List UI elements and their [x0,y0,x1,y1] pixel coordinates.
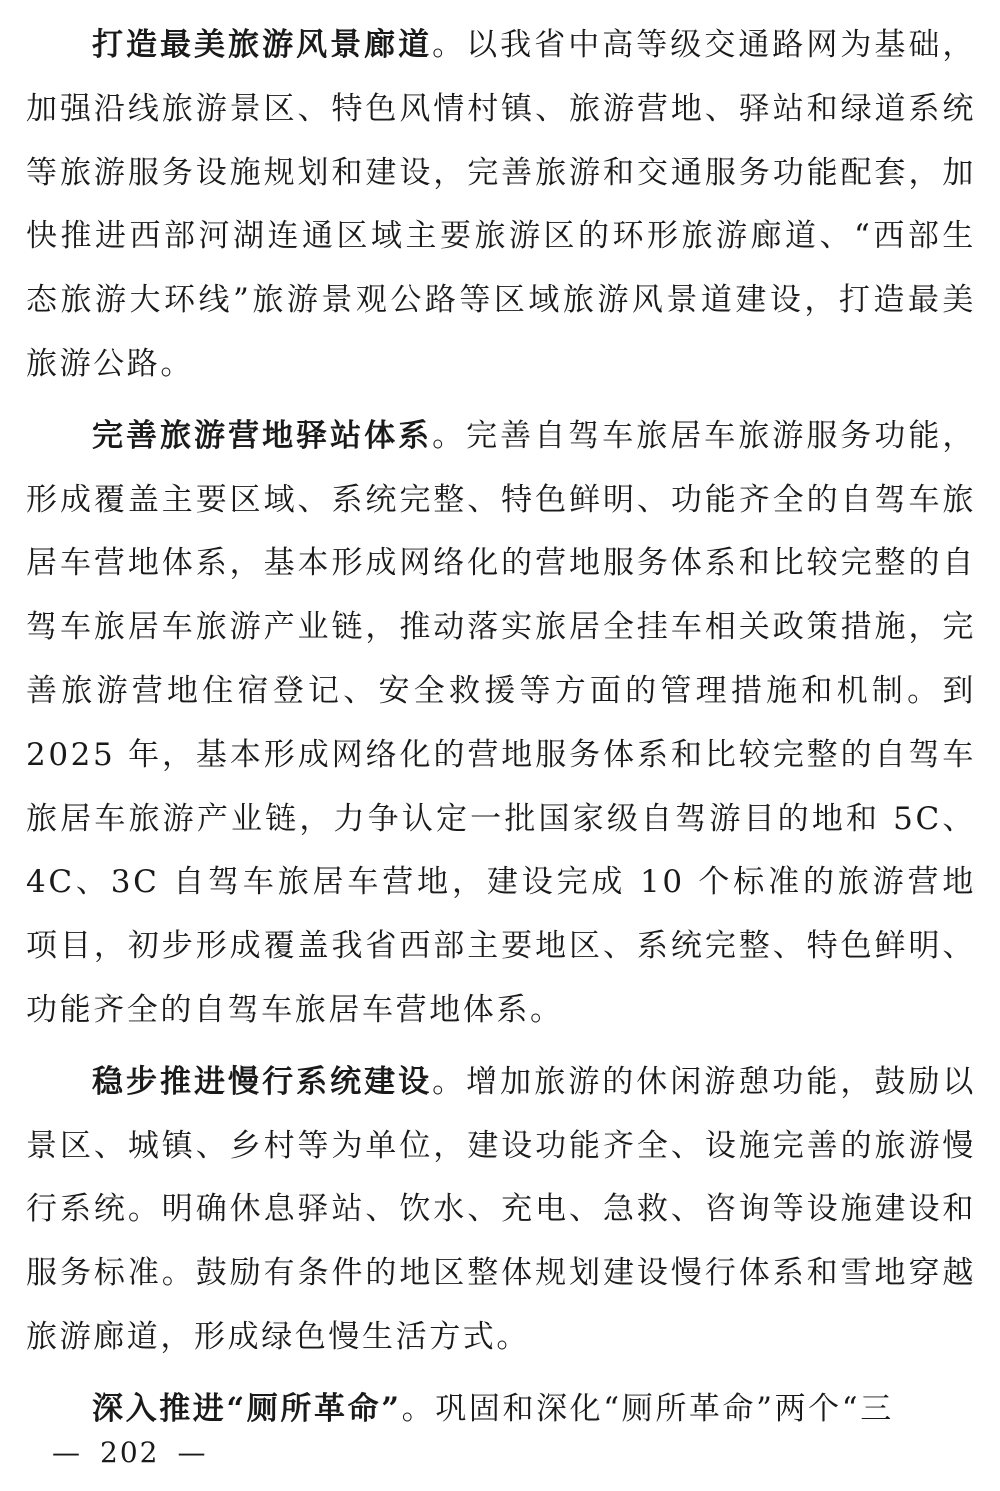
paragraph-body: 。巩固和深化“厕所革命”两个“三 [401,1390,894,1427]
page-number-value: 202 [100,1436,160,1469]
paragraph-slow-travel [26,1051,976,1370]
paragraph-body: 。完善自驾车旅居车旅游服务功能，形成覆盖主要区域、系统完整、特色鲜明、功能齐全的自驾车旅居车营地体系，基本形成网络化的营地服务体系和比较完整的自驾车旅居车旅游产业链，推动落实旅居全挂车相关政策措施，完善旅游营地住宿登记、安全救援等方面的管理措施和机制。到 2025 年，基本形成网络化的营地服务体系和比较完整的自驾车旅居车旅游产业链，力争认定一批国家级自驾游目的地和 5C、4C、3C 自驾车旅居车营地，建设完成 10 个标准的旅游营地项目，初步形成覆盖我省西部主要地区、系统完整、特色鲜明、功能齐全的自驾车旅居车营地体系。 [26,417,976,1028]
paragraph-body: 。增加旅游的休闲游憩功能，鼓励以景区、城镇、乡村等为单位，建设功能齐全、设施完善的旅游慢行系统。明确休息驿站、饮水、充电、急救、咨询等设施建设和服务标准。鼓励有条件的地区整体规划建设慢行体系和雪地穿越旅游廊道，形成绿色慢生活方式。 [26,1063,976,1355]
page-number [34,1433,225,1473]
paragraph-toilet-revolution [26,1378,976,1442]
paragraph-lead: 完善旅游营地驿站体系 [92,417,433,454]
paragraph-lead: 打造最美旅游风景廊道 [92,27,433,63]
page-number-dash-left: — [52,1436,82,1469]
paragraph-lead: 深入推进“厕所革命” [92,1390,402,1427]
document-page [26,14,976,1450]
page-number-dash-right: — [177,1436,208,1469]
paragraph-camp-station [26,405,976,1043]
paragraph-scenic-corridor [26,14,976,397]
paragraph-body: 。以我省中高等级交通路网为基础，加强沿线旅游景区、特色风情村镇、旅游营地、驿站和绿道系统等旅游服务设施规划和建设，完善旅游和交通服务功能配套，加快推进西部河湖连通区域主要旅游区的环形旅游廊道、“西部生态旅游大环线”旅游景观公路等区域旅游风景道建设，打造最美旅游公路。 [26,27,976,382]
paragraph-lead: 稳步推进慢行系统建设 [92,1063,433,1100]
